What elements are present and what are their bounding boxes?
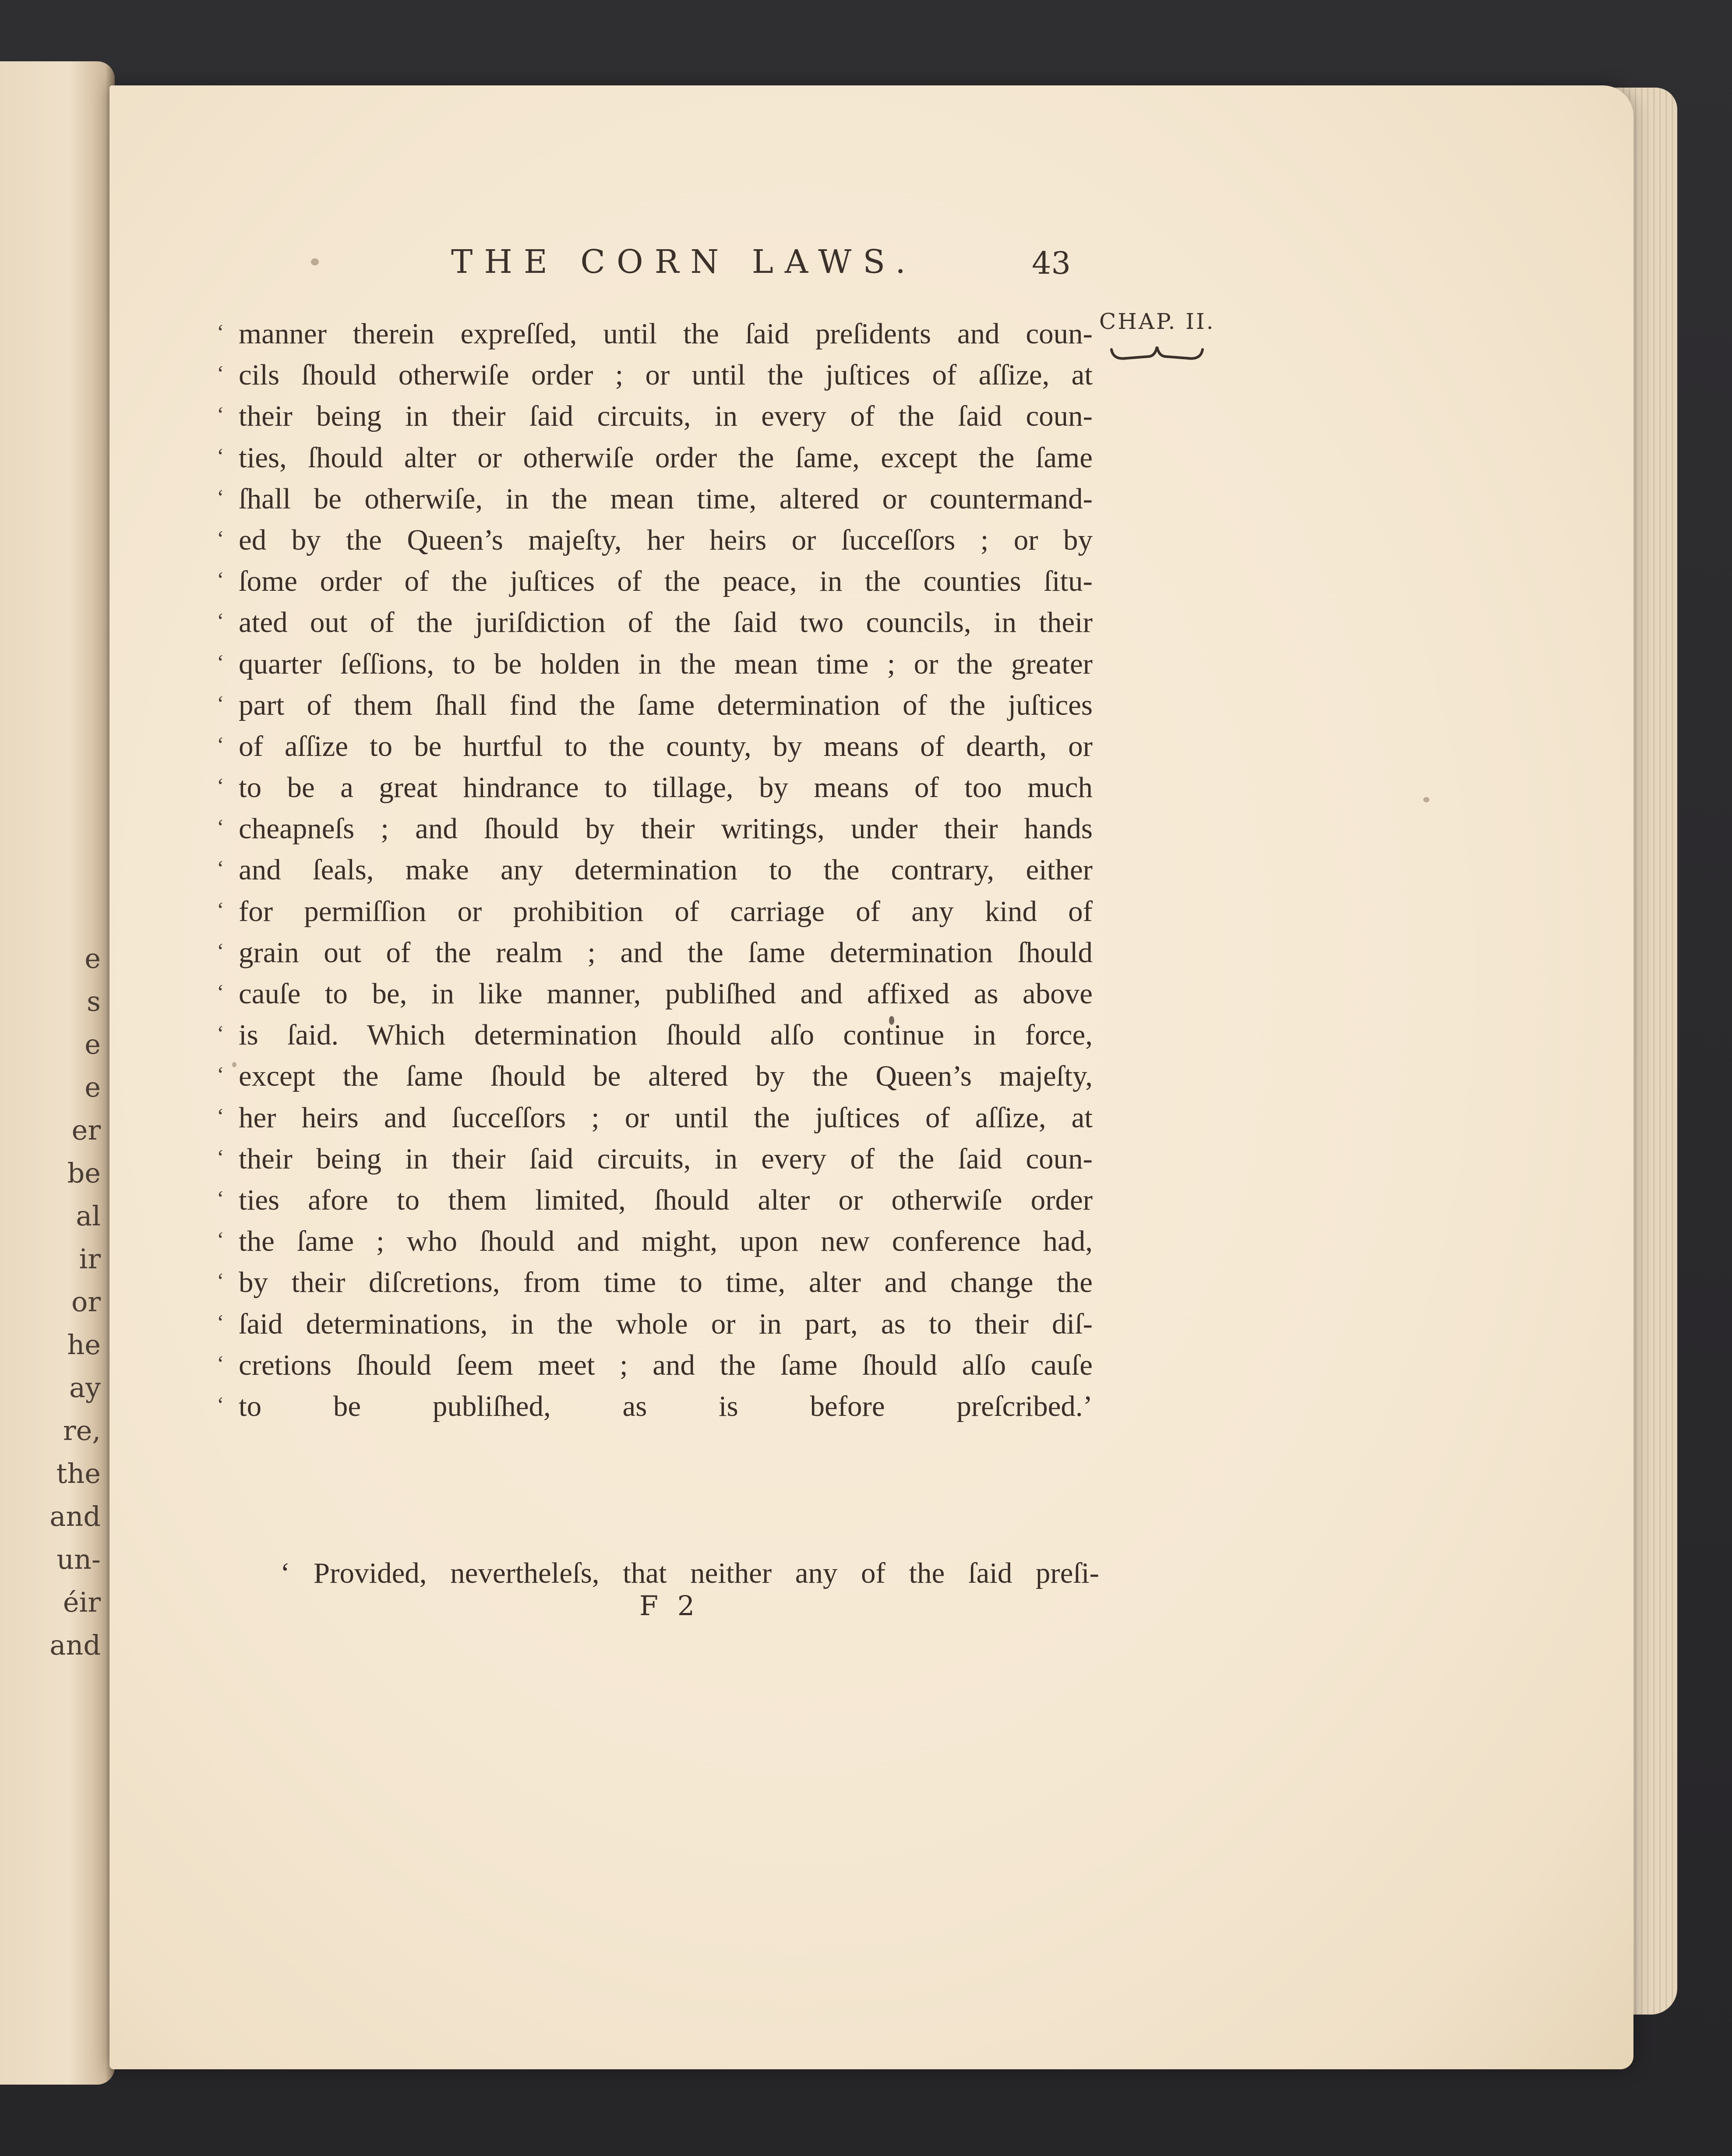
left-fragment: be (67, 1157, 101, 1189)
left-fragment: al (76, 1200, 101, 1232)
text-line (217, 1138, 1093, 1179)
quotation-mark: ‘ (217, 402, 224, 427)
line-text: their being in their ſaid circuits, in every of the ſaid coun- (239, 400, 1093, 433)
line-text: ſhall be otherwiſe, in the mean time, altered or countermand- (239, 482, 1093, 515)
quotation-mark: ‘ (217, 856, 224, 881)
quotation-mark: ‘ (217, 443, 224, 468)
text-line (217, 932, 1093, 973)
text-line (217, 1014, 1093, 1055)
quotation-mark: ‘ (217, 1062, 224, 1087)
line-text: their being in their ſaid circuits, in every of the ſaid coun- (239, 1142, 1093, 1175)
text-line (217, 395, 1093, 437)
brace-ornament (1109, 342, 1205, 368)
text-line (217, 849, 1093, 890)
line-text: ties, ſhould alter or otherwiſe order the ſame, except the ſame (239, 441, 1093, 474)
next-paragraph-line: ‘ Provided, nevertheleſs, that neither any of the ſaid preſi- (280, 1557, 1099, 1589)
quotation-mark: ‘ (217, 526, 224, 550)
line-text: cauſe to be, in like manner, publiſhed and affixed as above (239, 977, 1093, 1010)
text-line (217, 685, 1093, 726)
quotation-mark: ‘ (217, 1309, 224, 1334)
margin-chapter-note: CHAP. II. (1099, 309, 1215, 334)
paper-speck (311, 258, 319, 265)
signature-mark: F 2 (639, 1590, 700, 1622)
paper-speck (232, 1062, 236, 1067)
line-text: manner therein expreſſed, until the ſaid preſidents and coun- (239, 318, 1093, 350)
line-text: ed by the Queen’s majeſty, her heirs or ſucceſſors ; or by (239, 523, 1093, 556)
paper-speck (1423, 797, 1429, 802)
left-fragment: un- (56, 1543, 101, 1575)
left-fragment: or (71, 1286, 101, 1318)
text-line (217, 1221, 1093, 1262)
text-line (217, 1262, 1093, 1303)
quotation-mark: ‘ (217, 320, 224, 344)
line-text: her heirs and ſucceſſors ; or until the juſtices of aſſize, at (239, 1101, 1093, 1134)
quotation-mark: ‘ (217, 484, 224, 509)
line-text: cheapneſs ; and ſhould by their writings, under their hands (239, 812, 1093, 845)
quotation-mark: ‘ (217, 1021, 224, 1046)
left-fragment: s (87, 985, 101, 1017)
left-fragment: and (49, 1500, 101, 1532)
quotation-mark: ‘ (217, 1103, 224, 1128)
text-line (217, 1344, 1093, 1386)
left-fragment: he (67, 1329, 101, 1361)
quotation-mark: ‘ (217, 1351, 224, 1376)
text-line (217, 808, 1093, 849)
text-line (217, 354, 1093, 395)
left-fragment: the (56, 1457, 101, 1489)
quotation-mark: ‘ (217, 732, 224, 757)
line-text: ſome order of the juſtices of the peace, in the counties ſitu- (239, 565, 1093, 598)
text-line (217, 313, 1093, 354)
quotation-mark: ‘ (217, 1227, 224, 1252)
text-line (217, 767, 1093, 808)
line-text: cretions ſhould ſeem meet ; and the ſame ſhould alſo cauſe (239, 1348, 1093, 1381)
quotation-mark: ‘ (217, 608, 224, 633)
line-text: ſaid determinations, in the whole or in part, as to their diſ- (239, 1307, 1093, 1340)
line-text: grain out of the realm ; and the ſame determination ſhould (239, 936, 1093, 969)
left-fragment: éir (63, 1586, 101, 1618)
left-fragment: e (85, 942, 101, 974)
line-text: except the ſame ſhould be altered by the Queen’s majeſty, (239, 1060, 1093, 1093)
quotation-mark: ‘ (217, 361, 224, 386)
quotation-mark: ‘ (217, 567, 224, 592)
text-line (217, 891, 1093, 932)
line-text: and ſeals, make any determination to the contrary, either (239, 854, 1093, 886)
text-line (217, 1179, 1093, 1221)
left-page-text-fragments (0, 937, 101, 1667)
text-line (217, 1097, 1093, 1138)
text-line (217, 973, 1093, 1014)
text-line (217, 1386, 1093, 1427)
quotation-mark: ‘ (217, 1144, 224, 1169)
quotation-mark: ‘ (217, 1186, 224, 1210)
left-fragment: and (49, 1629, 101, 1661)
left-facing-page (0, 61, 115, 2085)
left-fragment: re, (63, 1415, 101, 1447)
line-text: cils ſhould otherwiſe order ; or until the juſtices of aſſize, at (239, 359, 1093, 392)
left-fragment: ir (79, 1243, 101, 1275)
line-text: is ſaid. Which determination ſhould alſo continue in force, (239, 1019, 1093, 1052)
quotation-mark: ‘ (217, 649, 224, 674)
text-line (217, 726, 1093, 767)
line-text: to be a great hindrance to tillage, by means of too much (239, 771, 1093, 804)
quotation-mark: ‘ (217, 1268, 224, 1293)
line-text: to be publiſhed, as is before preſcribed.’ (239, 1390, 1093, 1422)
text-line (217, 643, 1093, 685)
line-text: the ſame ; who ſhould and might, upon new conference had, (239, 1225, 1093, 1258)
text-line (217, 437, 1093, 478)
quotation-mark: ‘ (217, 897, 224, 922)
quotation-mark: ‘ (217, 773, 224, 798)
line-text: quarter ſeſſions, to be holden in the mean time ; or the greater (239, 647, 1093, 680)
left-fragment: e (85, 1028, 101, 1060)
running-title: THE CORN LAWS. (451, 243, 917, 281)
page-number: 43 (1032, 245, 1071, 281)
text-line (217, 1303, 1093, 1344)
quotation-mark: ‘ (217, 1392, 224, 1417)
line-text: of aſſize to be hurtful to the county, by means of dearth, or (239, 730, 1093, 762)
quotation-mark: ‘ (217, 980, 224, 1004)
text-line (217, 519, 1093, 561)
line-text: ties afore to them limited, ſhould alter or otherwiſe order (239, 1183, 1093, 1216)
left-fragment: e (85, 1071, 101, 1103)
left-fragment: er (71, 1114, 101, 1146)
left-fragment: ay (69, 1372, 101, 1404)
body-text (217, 313, 1093, 1427)
quotation-mark: ‘ (217, 815, 224, 840)
text-line (217, 1055, 1093, 1097)
line-text: for permiſſion or prohibition of carriage of any kind of (239, 895, 1093, 928)
quotation-mark: ‘ (217, 938, 224, 963)
text-line (217, 478, 1093, 519)
quotation-mark: ‘ (217, 691, 224, 716)
line-text: part of them ſhall find the ſame determination of the juſtices (239, 688, 1093, 721)
text-line (217, 602, 1093, 643)
text-line (217, 561, 1093, 602)
line-text: ated out of the juriſdiction of the ſaid two councils, in their (239, 606, 1093, 639)
line-text: by their diſcretions, from time to time, alter and change the (239, 1266, 1093, 1299)
